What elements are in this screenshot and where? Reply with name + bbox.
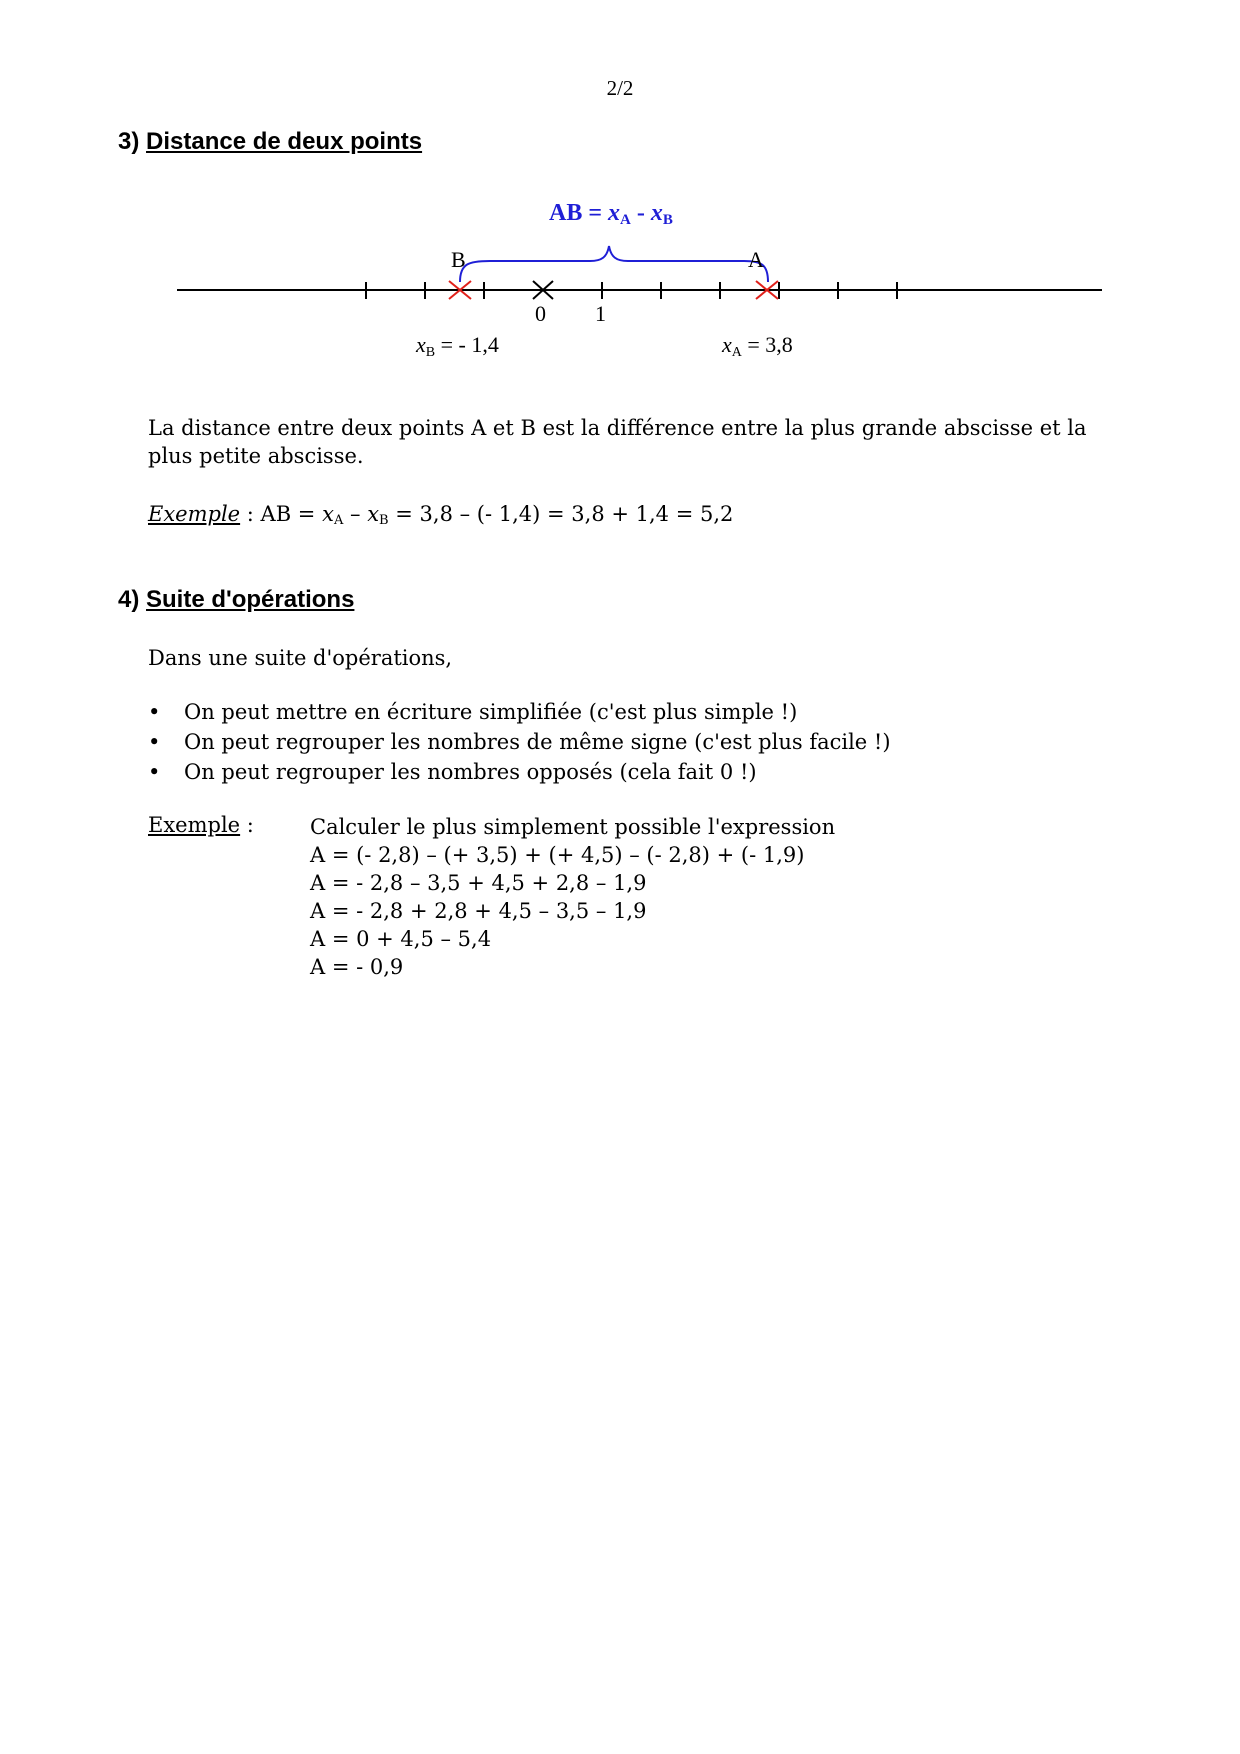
example-line: Calculer le plus simplement possible l'expression — [310, 815, 836, 839]
section-3-title: Distance de deux points — [146, 128, 423, 155]
example-label: Exemple — [148, 502, 241, 526]
list-item: • On peut regrouper les nombres de même signe (c'est plus facile !) — [148, 727, 891, 757]
page-number: 2/2 — [606, 76, 634, 100]
operations-example-lines — [310, 813, 835, 981]
distance-definition: La distance entre deux points A et B est la différence entre la plus grande abscisse et la plus petite abscisse. — [148, 416, 1087, 468]
section-4-title: Suite d'opérations — [146, 586, 355, 613]
point-a-label: A — [748, 247, 764, 272]
section-3-heading — [118, 128, 422, 156]
example-line: A = (- 2,8) – (+ 3,5) + (+ 4,5) – (- 2,8) + (- 1,9) — [310, 843, 805, 867]
list-item: • On peut regrouper les nombres opposés (cela fait 0 !) — [148, 757, 891, 787]
section-4-heading — [118, 586, 354, 614]
section-3-number: 3) — [118, 128, 140, 155]
operations-example-label: Exemple : — [148, 813, 254, 837]
example-line: A = - 0,9 — [310, 955, 404, 979]
list-item: • On peut mettre en écriture simplifiée (c'est plus simple !) — [148, 697, 891, 727]
point-b-label: B — [451, 247, 466, 272]
example-line: A = 0 + 4,5 – 5,4 — [310, 927, 492, 951]
origin-label: 0 — [535, 301, 546, 326]
unit-label: 1 — [595, 301, 606, 326]
distance-brace — [460, 246, 768, 282]
operations-rules-list — [148, 697, 891, 787]
number-line-diagram — [0, 180, 1240, 360]
abscissa-a-caption: xA = 3,8 — [722, 332, 793, 360]
example-line: A = - 2,8 – 3,5 + 4,5 + 2,8 – 1,9 — [310, 871, 647, 895]
operations-intro: Dans une suite d'opérations, — [148, 646, 453, 670]
abscissa-b-caption: xB = - 1,4 — [416, 332, 499, 360]
example-line: A = - 2,8 + 2,8 + 4,5 – 3,5 – 1,9 — [310, 899, 647, 923]
distance-example: Exemple : AB = $x_A - x_B = 3,8$ – (- 1,4) = 3,8 + 1,4 = 5,2 — [148, 502, 734, 528]
section-4-number: 4) — [118, 586, 140, 613]
brace-formula: AB = xA - xB — [549, 200, 673, 228]
